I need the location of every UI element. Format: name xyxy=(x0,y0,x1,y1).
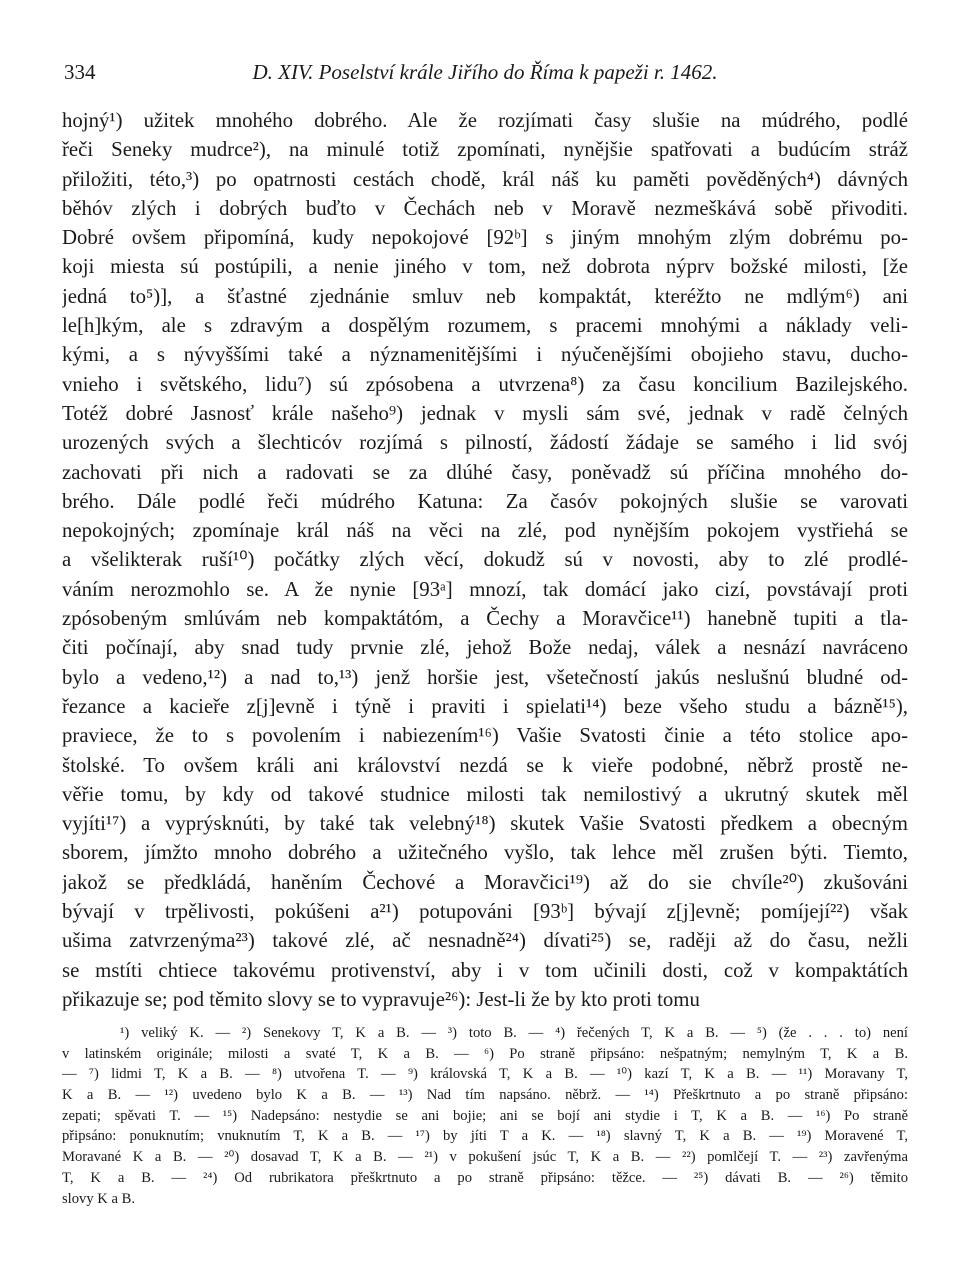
text-line: hojný¹) užitek mnohého dobrého. Ale že rozjímati časy slušie na múdrého, podlé xyxy=(62,109,908,132)
text-line: nepokojných; zpomínaje král náš na věci na zlé, pod nynějším pokojem vystřiehá se xyxy=(62,519,908,543)
text-line: brého. Dále podlé řeči múdrého Katuna: Za časóv pokojných slušie se varovati xyxy=(62,489,908,513)
text-line: Dobré ovšem připomíná, kudy nepokojové [92ᵇ] s jiným mnohým zlým dobrému po- xyxy=(62,226,908,250)
text-line: kými, a s nývyššími také a nýznamenitějšími i nýučenějšími obojieho stavu, ducho- xyxy=(62,343,908,367)
footnote-line: Moravané K a B. — ²⁰) dosavad T, K a B. — ²¹) v pokušení jsúc T, K a B. — ²²) pomlčejí T. — ²³) zavřenýma xyxy=(62,1149,908,1166)
text-line: Totéž dobré Jasnosť krále našeho⁹) jednak v mysli sám své, jednak v radě čelných xyxy=(62,401,908,425)
text-line: jedná to⁵)], a šťastné zjednánie smluv neb kompaktát, kteréžto ne mdlým⁶) ani xyxy=(62,284,908,308)
text-line: se mstíti chtiece takovému protivenství, aby i v tom učinili dosti, což v kompaktátích xyxy=(62,958,908,982)
running-title: D. XIV. Poselství krále Jiřího do Říma k papeži r. 1462. xyxy=(252,60,718,84)
text-line: řeči Seneky mudrce²), na minulé totiž zpomínati, nynějšie spatřovati a budúcím stráž xyxy=(62,138,908,162)
text-line: ušima zatvrzenýma²³) takové zlé, ač nesnadně²⁴) dívati²⁵) se, raději až do času, nežli xyxy=(62,929,908,953)
footnote-line: T, K a B. — ²⁴) Od rubrikatora přeškrtnuto a po straně připsáno: těžce. — ²⁵) dávati B. — ²⁶) těmito xyxy=(62,1169,908,1186)
text-line: koji miesta sú postúpili, a nenie jiného v tom, než dobrota nýprv božské milosti, [že xyxy=(62,255,908,279)
text-line: a všelikterak ruší¹⁰) počátky zlých věcí, dokudž sú v novosti, aby to zlé prodlé- xyxy=(62,548,908,572)
footnote-line: ¹) veliký K. — ²) Senekovy T, K a B. — ³) toto B. — ⁴) řečených T, K a B. — ⁵) (že . . . to) není xyxy=(120,1025,908,1041)
text-line: zachovati při nich a radovati se za dlúhé časy, poněvadž sú příčina mnohého do- xyxy=(62,460,908,484)
text-line: zpósobeným smlúvám neb kompaktátóm, a Čechy a Moravčice¹¹) hanebně tupiti a tla- xyxy=(62,607,908,631)
text-line: přiložiti, této,³) po opatrnosti cestách chodě, král náš ku paměti pověděných⁴) dávných xyxy=(62,167,908,191)
text-line: čiti počínají, aby snad tudy prvnie zlé, jehož Bože nedaj, válek a nesnází navráceno xyxy=(62,636,908,660)
text-line: věřie tomu, by kdy od takové studnice milosti tak nemilostivý a ukrutný skutek měl xyxy=(62,782,908,806)
text-line: řezance a kacieře z[j]evně i týně i praviti i spielati¹⁴) beze všeho studu a bázně¹⁵), xyxy=(62,694,908,718)
text-line: štolské. To ovšem králi ani království nezdá se k vieře podobné, něbrž prostě ne- xyxy=(62,753,908,777)
text-line: vyjíti¹⁷) a vyprýsknúti, by také tak velebný¹⁸) skutek Vašie Svatosti předkem a obecným xyxy=(62,812,908,836)
text-line: praviece, že to s povolením i nabiezením¹⁶) Vašie Svatosti činie a této stolice apo- xyxy=(62,724,908,748)
footnote-line: v latinském originále; milosti a svaté T, K a B. — ⁶) Po straně připsáno: nešpatným; nemylným T, K a B. xyxy=(62,1045,908,1062)
footnote-line: slovy K a B. xyxy=(62,1190,135,1207)
footnote-line: připsáno: ponuknutím; vnuknutím T, K a B. — ¹⁷) by jíti T a K. — ¹⁸) slavný T, K a B. — ¹⁹) Moravené T, xyxy=(62,1128,908,1145)
page-header xyxy=(64,60,906,90)
footnotes xyxy=(62,1023,908,1209)
text-line: váním nerozmohlo se. A že nynie [93ᵃ] mnozí, tak domácí jako cizí, povstávají proti xyxy=(62,577,908,601)
text-line: le[h]kým, ale s zdravým a dospělým rozumem, s pracemi mnohými a náklady veli- xyxy=(62,314,908,338)
text-line: vnieho i světského, lidu⁷) sú zpósobena a utvrzena⁸) za času koncilium Bazilejského. xyxy=(62,372,908,396)
text-line: běhóv zlých i dobrých buďto v Čechách neb v Moravě nezmeškává sobě přivoditi. xyxy=(62,196,908,220)
main-text xyxy=(62,106,908,1014)
text-line: sborem, jímžto mnoho dobrého a užitečného vyšlo, tak lehce měl zrušen býti. Tiemto, xyxy=(62,841,908,865)
text-line: urozených svých a šlechticóv rozjímá s pilností, žádostí žádaje se samého i lid svój xyxy=(62,431,908,455)
footnote-line: K a B. — ¹²) uvedeno bylo K a B. — ¹³) Nad tím napsáno. něbrž. — ¹⁴) Přeškrtnuto a po straně připsáno: xyxy=(62,1087,908,1104)
page-number: 334 xyxy=(64,60,96,84)
text-line: bývají v trpělivosti, pokúšeni a²¹) potupováni [93ᵇ] bývají z[j]evně; pomíjejí²²) však xyxy=(62,900,908,924)
text-line: přikazuje se; pod těmito slovy se to vypravuje²⁶): Jest-li že by kto proti tomu xyxy=(62,987,700,1011)
text-line: bylo a vedeno,¹²) a nad to,¹³) jenž horšie jest, všetečností jakús neslušnú bludné od- xyxy=(62,665,908,689)
footnote-line: — ⁷) lidmi T, K a B. — ⁸) utvořena T. — ⁹) královská T, K a B. — ¹⁰) kazí T, K a B. — ¹¹) Moravany T, xyxy=(62,1066,908,1083)
text-line: jakož se předkládá, haněním Čechové a Moravčici¹⁹) až do sie chvíle²⁰) zkušováni xyxy=(62,870,908,894)
footnote-line: zepati; spěvati T. — ¹⁵) Nadepsáno: nestydie se ani bojie; ani se bojí ani stydie i T, K a B. — ¹⁶) Po straně xyxy=(62,1107,908,1124)
